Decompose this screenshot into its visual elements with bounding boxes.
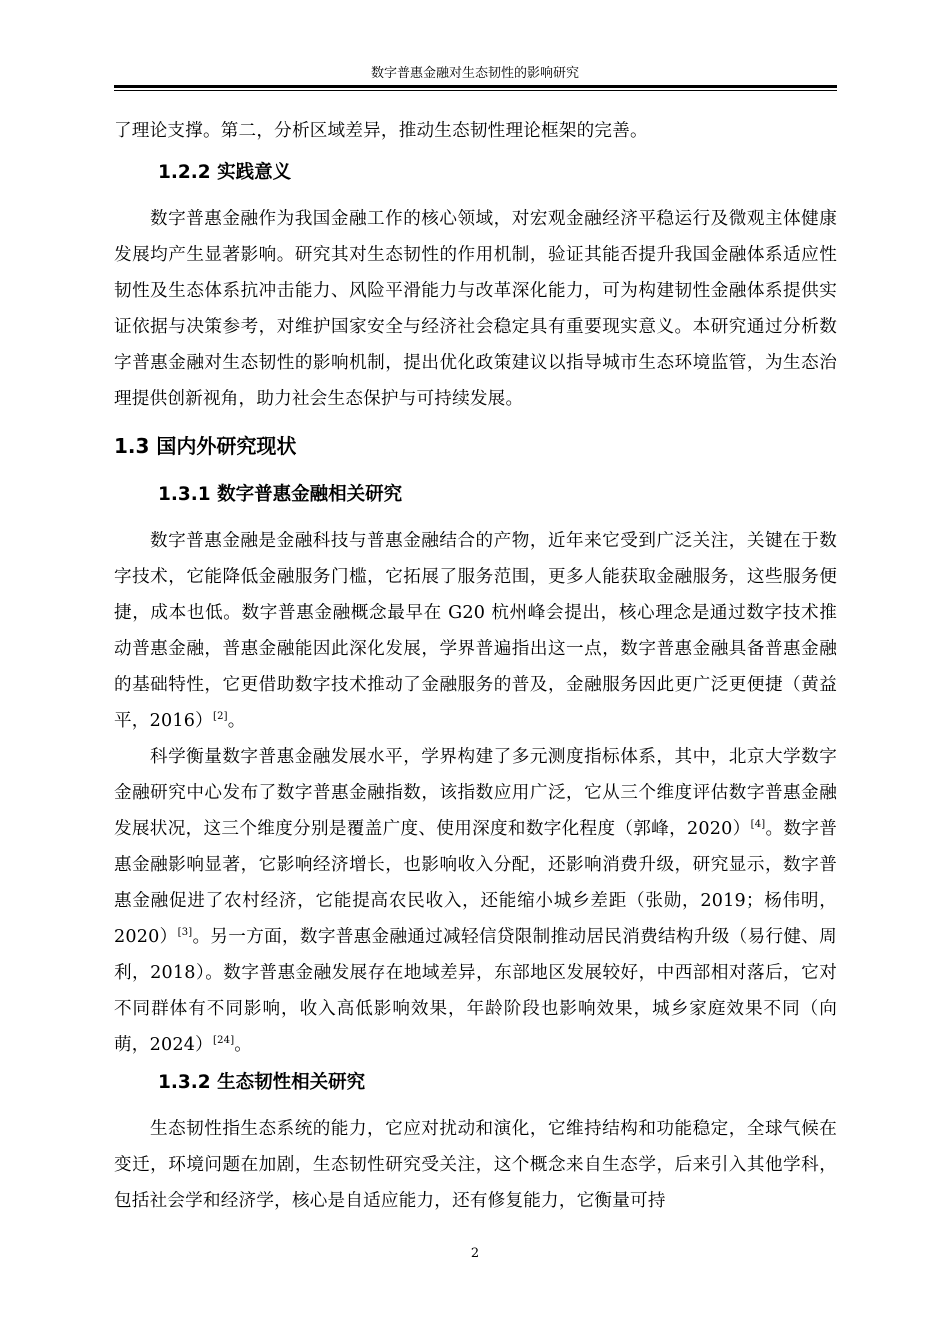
paragraph-practical-significance: 数字普惠金融作为我国金融工作的核心领域，对宏观金融经济平稳运行及微观主体健康发展均产生显著影响。研究其对生态韧性的作用机制，验证其能否提升我国金融体系适应性韧性及生态体系抗冲击能力、风险平滑能力与改革深化能力，可为构建韧性金融体系提供实证依据与决策参考，对维护国家安全与经济社会稳定具有重要现实意义。本研究通过分析数字普惠金融对生态韧性的影响机制，提出优化政策建议以指导城市生态环境监管，为生态治理提供创新视角，助力社会生态保护与可持续发展。 — [114, 209, 837, 409]
paragraph-text: 科学衡量数字普惠金融发展水平，学界构建了多元测度指标体系，其中，北京大学数字金融研究中心发布了数字普惠金融指数，该指数应用广泛，它从三个维度评估数字普惠金融发展状况，这三个维度分别是覆盖广度、使用深度和数字化程度（郭峰，2020） — [114, 747, 837, 839]
heading-1-3-2: 1.3.2 生态韧性相关研究 — [158, 1072, 366, 1093]
paragraph-continued: 了理论支撑。第二，分析区域差异，推动生态韧性理论框架的完善。 — [114, 121, 648, 141]
paragraph-end: 。 — [234, 1035, 253, 1055]
citation-ref: [2] — [212, 711, 228, 723]
header-rule-thick — [114, 85, 837, 88]
page-content — [114, 113, 837, 1219]
header-rule-thin — [114, 90, 837, 91]
paragraph-dif-measurement — [114, 739, 837, 1063]
running-header: 数字普惠金融对生态韧性的影响研究 — [370, 66, 579, 81]
page-number: 2 — [470, 1246, 480, 1261]
paragraph-text: 数字普惠金融是金融科技与普惠金融结合的产物，近年来它受到广泛关注，关键在于数字技术，它能降低金融服务门槛，它拓展了服务范围，更多人能获取金融服务，这些服务便捷，成本也低。数字普惠金融概念最早在 G20 杭州峰会提出，核心理念是通过数字技术推动普惠金融，普惠金融能因此深化发展，学界普遍指出这一点，数字普惠金融具备普惠金融的基础特性，它更借助数字技术推动了金融服务的普及，金融服务因此更广泛更便捷（黄益平，2016） — [114, 531, 837, 731]
paragraph-text: 。另一方面，数字普惠金融通过减轻信贷限制推动居民消费结构升级（易行健、周利，2018）。数字普惠金融发展存在地域差异，东部地区发展较好，中西部相对落后，它对不同群体有不同影响，收入高低影响效果，年龄阶段也影响效果，城乡家庭效果不同（向萌，2024） — [114, 927, 837, 1055]
paragraph-eco-resilience: 生态韧性指生态系统的能力，它应对扰动和演化，它维持结构和功能稳定，全球气候在变迁，环境问题在加剧，生态韧性研究受关注，这个概念来自生态学，后来引入其他学科，包括社会学和经济学，核心是自适应能力，还有修复能力，它衡量可持 — [114, 1119, 837, 1211]
heading-1-3-1: 1.3.1 数字普惠金融相关研究 — [158, 484, 403, 505]
citation-ref: [4] — [750, 819, 766, 831]
paragraph-text: 。数字普惠金融影响显著，它影响经济增长，也影响收入分配，还影响消费升级，研究显示，数字普惠金融促进了农村经济，它能提高农民收入，还能缩小城乡差距（张勋，2019；杨伟明，2020） — [114, 819, 837, 947]
heading-1-3: 1.3 国内外研究现状 — [114, 434, 297, 458]
citation-ref: [3] — [177, 927, 193, 939]
heading-1-2-2: 1.2.2 实践意义 — [158, 162, 292, 183]
paragraph-end: 。 — [227, 711, 246, 731]
paragraph-dif-research — [114, 523, 837, 739]
citation-ref: [24] — [212, 1035, 235, 1047]
